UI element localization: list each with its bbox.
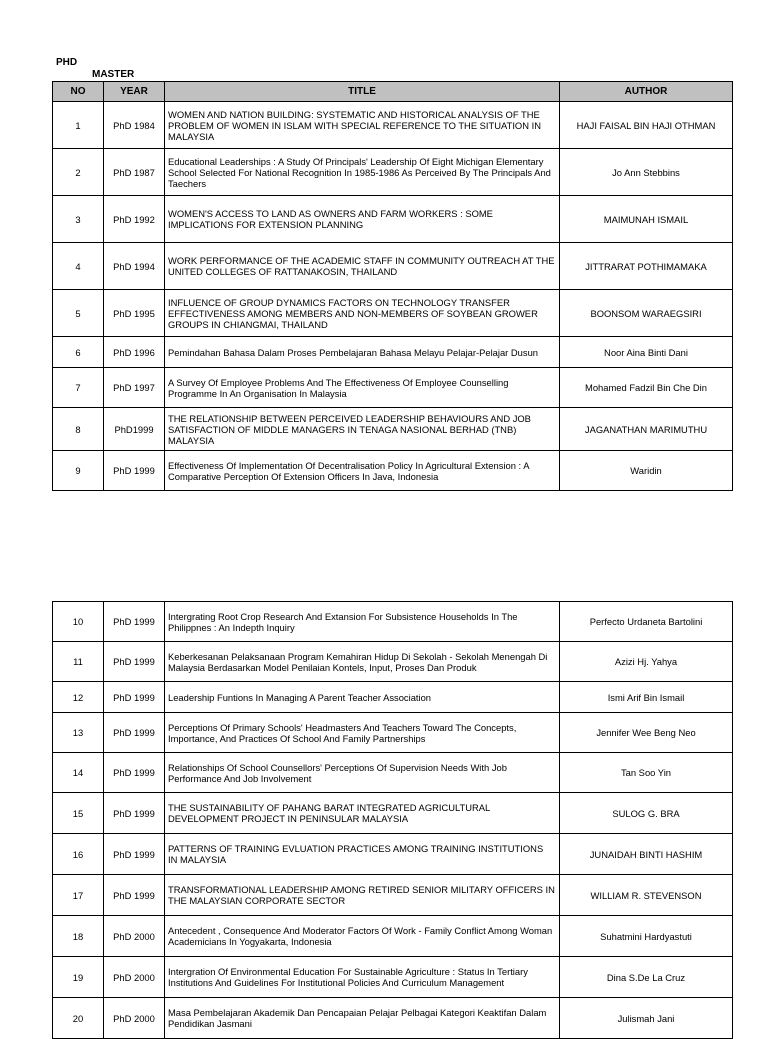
cell-title: Pemindahan Bahasa Dalam Proses Pembelajaran Bahasa Melayu Pelajar-Pelajar Dusun: [165, 337, 560, 368]
cell-no: 15: [53, 793, 104, 834]
cell-author: Suhatmini Hardyastuti: [560, 916, 733, 957]
cell-year: PhD 1997: [104, 368, 165, 408]
cell-year: PhD 1999: [104, 875, 165, 916]
table-body-part1: [53, 102, 733, 491]
header-no: NO: [53, 82, 104, 102]
cell-no: 16: [53, 834, 104, 875]
header-year: YEAR: [104, 82, 165, 102]
cell-author: SULOG G. BRA: [560, 793, 733, 834]
phd-label: PHD: [56, 57, 78, 68]
table-row: [53, 834, 733, 875]
cell-no: 4: [53, 243, 104, 290]
table-row: [53, 408, 733, 451]
cell-no: 1: [53, 102, 104, 149]
cell-no: 8: [53, 408, 104, 451]
cell-author: Julismah Jani: [560, 998, 733, 1039]
cell-title: PATTERNS OF TRAINING EVLUATION PRACTICES AMONG TRAINING INSTITUTIONS IN MALAYSIA: [165, 834, 560, 875]
cell-author: Waridin: [560, 451, 733, 491]
cell-year: PhD 2000: [104, 998, 165, 1039]
cell-no: 6: [53, 337, 104, 368]
cell-title: Antecedent , Consequence And Moderator Factors Of Work - Family Conflict Among Woman Academicians In Yogyakarta, Indonesia: [165, 916, 560, 957]
table-row: [53, 196, 733, 243]
table-row: [53, 602, 733, 642]
thesis-table-part2: [52, 601, 733, 1039]
table-row: [53, 149, 733, 196]
cell-no: 18: [53, 916, 104, 957]
cell-author: Noor Aina Binti Dani: [560, 337, 733, 368]
cell-title: Relationships Of School Counsellors' Perceptions Of Supervision Needs With Job Performance And Job Involvement: [165, 753, 560, 793]
cell-author: JITTRARAT POTHIMAMAKA: [560, 243, 733, 290]
cell-year: PhD 1994: [104, 243, 165, 290]
cell-author: Tan Soo Yin: [560, 753, 733, 793]
table-row: [53, 713, 733, 753]
cell-title: Intergration Of Environmental Education For Sustainable Agriculture : Status In Tertiary Institutions And Guidelines For Institutional Policies And Curriculum Management: [165, 957, 560, 998]
cell-year: PhD 1999: [104, 834, 165, 875]
cell-no: 14: [53, 753, 104, 793]
cell-year: PhD 1995: [104, 290, 165, 337]
table-row: [53, 290, 733, 337]
cell-year: PhD 2000: [104, 916, 165, 957]
cell-year: PhD 1999: [104, 642, 165, 682]
cell-author: HAJI FAISAL BIN HAJI OTHMAN: [560, 102, 733, 149]
cell-title: WOMEN AND NATION BUILDING: SYSTEMATIC AND HISTORICAL ANALYSIS OF THE PROBLEM OF WOMEN IN ISLAM WITH SPECIAL REFERENCE TO THE SITUATION IN MALAYSIA: [165, 102, 560, 149]
cell-year: PhD1999: [104, 408, 165, 451]
cell-title: TRANSFORMATIONAL LEADERSHIP AMONG RETIRED SENIOR MILITARY OFFICERS IN THE MALAYSIAN CORPORATE SECTOR: [165, 875, 560, 916]
cell-title: Educational Leaderships : A Study Of Principals' Leadership Of Eight Michigan Elementary School Selected For National Recognition In 1985-1986 As Perceived By The Principals And Taechers: [165, 149, 560, 196]
cell-no: 20: [53, 998, 104, 1039]
cell-year: PhD 1999: [104, 753, 165, 793]
cell-title: THE SUSTAINABILITY OF PAHANG BARAT INTEGRATED AGRICULTURAL DEVELOPMENT PROJECT IN PENINSULAR MALAYSIA: [165, 793, 560, 834]
table-row: [53, 368, 733, 408]
cell-author: Jennifer Wee Beng Neo: [560, 713, 733, 753]
cell-title: THE RELATIONSHIP BETWEEN PERCEIVED LEADERSHIP BEHAVIOURS AND JOB SATISFACTION OF MIDDLE MANAGERS IN TENAGA NASIONAL BERHAD (TNB) MALAYSIA: [165, 408, 560, 451]
cell-year: PhD 1992: [104, 196, 165, 243]
master-label: MASTER: [92, 69, 135, 80]
cell-author: Ismi Arif Bin Ismail: [560, 682, 733, 713]
cell-title: A Survey Of Employee Problems And The Effectiveness Of Employee Counselling Programme In An Organisation In Malaysia: [165, 368, 560, 408]
cell-no: 10: [53, 602, 104, 642]
cell-year: PhD 1987: [104, 149, 165, 196]
cell-no: 17: [53, 875, 104, 916]
cell-no: 13: [53, 713, 104, 753]
cell-title: Keberkesanan Pelaksanaan Program Kemahiran Hidup Di Sekolah - Sekolah Menengah Di Malaysia Berdasarkan Model Penilaian Kontels, Input, Proses Dan Produk: [165, 642, 560, 682]
cell-author: Perfecto Urdaneta Bartolini: [560, 602, 733, 642]
cell-year: PhD 1999: [104, 602, 165, 642]
cell-title: Leadership Funtions In Managing A Parent Teacher Association: [165, 682, 560, 713]
table-row: [53, 337, 733, 368]
table-row: [53, 102, 733, 149]
cell-year: PhD 1999: [104, 793, 165, 834]
header-author: AUTHOR: [560, 82, 733, 102]
cell-title: Perceptions Of Primary Schools' Headmasters And Teachers Toward The Concepts, Importance, And Practices Of School And Family Partnerships: [165, 713, 560, 753]
table-body-part2: [53, 602, 733, 1039]
table-row: [53, 451, 733, 491]
cell-no: 12: [53, 682, 104, 713]
cell-year: PhD 1996: [104, 337, 165, 368]
cell-no: 19: [53, 957, 104, 998]
table-row: [53, 875, 733, 916]
cell-title: INFLUENCE OF GROUP DYNAMICS FACTORS ON TECHNOLOGY TRANSFER EFFECTIVENESS AMONG MEMBERS AND NON-MEMBERS OF SOYBEAN GROWER GROUPS IN CHIANGMAI, THAILAND: [165, 290, 560, 337]
cell-no: 9: [53, 451, 104, 491]
table-row: [53, 793, 733, 834]
thesis-table-part1: [52, 81, 733, 491]
table-row: [53, 682, 733, 713]
cell-title: WORK PERFORMANCE OF THE ACADEMIC STAFF IN COMMUNITY OUTREACH AT THE UNITED COLLEGES OF RATTANAKOSIN, THAILAND: [165, 243, 560, 290]
cell-title: WOMEN'S ACCESS TO LAND AS OWNERS AND FARM WORKERS : SOME IMPLICATIONS FOR EXTENSION PLANNING: [165, 196, 560, 243]
cell-author: Jo Ann Stebbins: [560, 149, 733, 196]
cell-author: WILLIAM R. STEVENSON: [560, 875, 733, 916]
table-row: [53, 916, 733, 957]
cell-author: Azizi Hj. Yahya: [560, 642, 733, 682]
table-row: [53, 998, 733, 1039]
cell-author: BOONSOM WARAEGSIRI: [560, 290, 733, 337]
cell-no: 11: [53, 642, 104, 682]
cell-author: JUNAIDAH BINTI HASHIM: [560, 834, 733, 875]
table-row: [53, 957, 733, 998]
cell-title: Masa Pembelajaran Akademik Dan Pencapaian Pelajar Pelbagai Kategori Keaktifan Dalam Pendidikan Jasmani: [165, 998, 560, 1039]
cell-no: 2: [53, 149, 104, 196]
cell-year: PhD 1999: [104, 451, 165, 491]
cell-author: Dina S.De La Cruz: [560, 957, 733, 998]
cell-year: PhD 1984: [104, 102, 165, 149]
cell-no: 7: [53, 368, 104, 408]
cell-no: 5: [53, 290, 104, 337]
cell-no: 3: [53, 196, 104, 243]
cell-author: MAIMUNAH ISMAIL: [560, 196, 733, 243]
table-row: [53, 753, 733, 793]
cell-year: PhD 1999: [104, 713, 165, 753]
table-row: [53, 243, 733, 290]
cell-year: PhD 1999: [104, 682, 165, 713]
cell-author: JAGANATHAN MARIMUTHU: [560, 408, 733, 451]
cell-year: PhD 2000: [104, 957, 165, 998]
header-title: TITLE: [165, 82, 560, 102]
cell-title: Intergrating Root Crop Research And Extansion For Subsistence Households In The Philippnes : An Indepth Inquiry: [165, 602, 560, 642]
table-row: [53, 642, 733, 682]
cell-title: Effectiveness Of Implementation Of Decentralisation Policy In Agricultural Extension : A Comparative Perception Of Extension Officers In Java, Indonesia: [165, 451, 560, 491]
table-header-row: [53, 82, 733, 102]
cell-author: Mohamed Fadzil Bin Che Din: [560, 368, 733, 408]
